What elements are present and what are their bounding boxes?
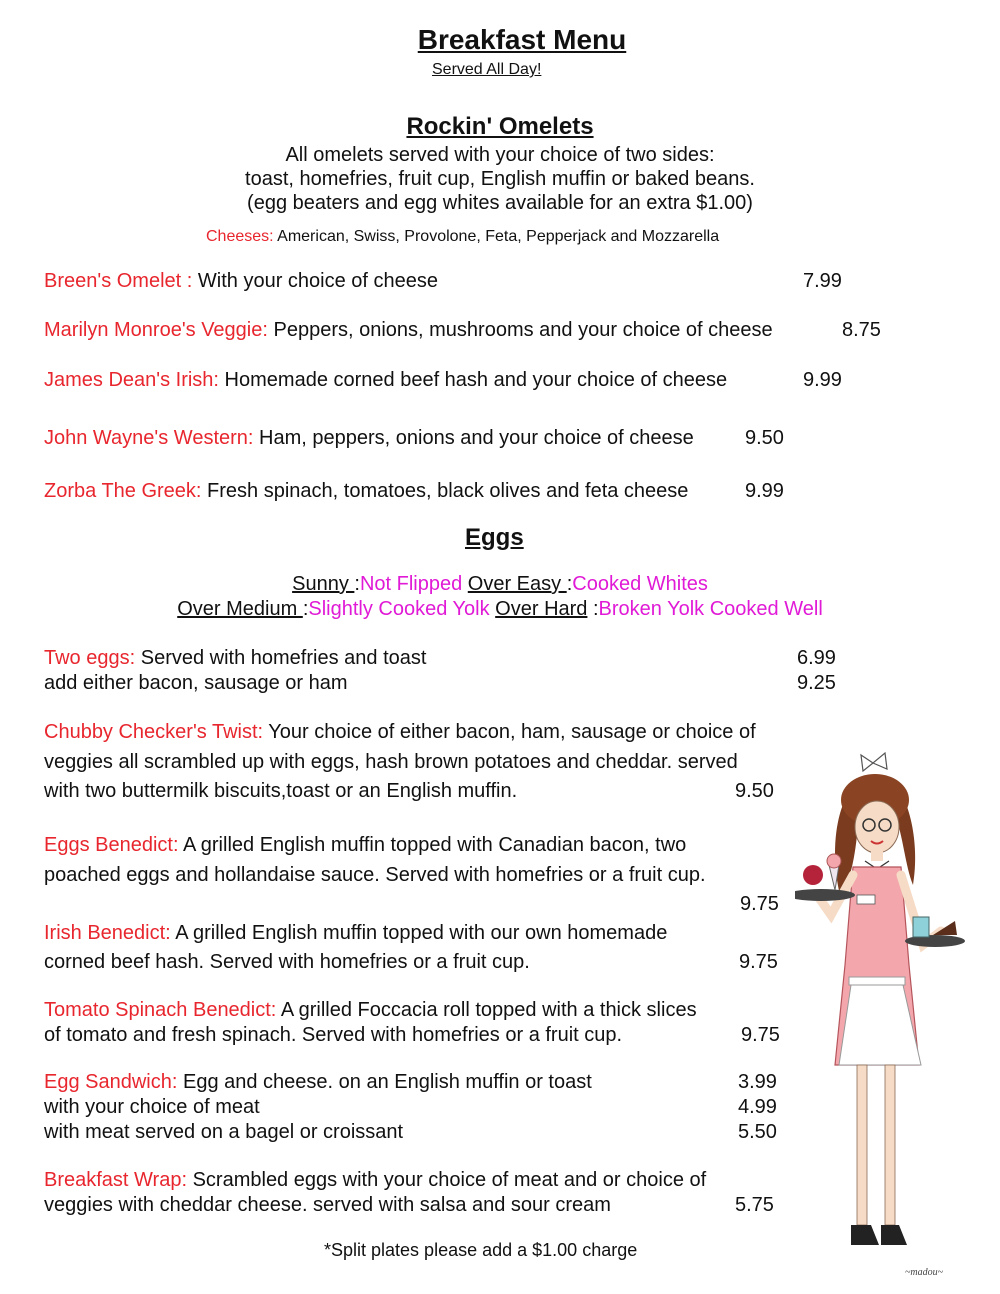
egg-style-desc: Not Flipped: [359, 573, 463, 595]
item-price: 4.99: [738, 1096, 777, 1118]
omelet-item: [44, 427, 694, 450]
waitress-illustration: [795, 745, 965, 1290]
egg-item: [44, 922, 667, 945]
item-name: Marilyn Monroe's Veggie:: [44, 319, 268, 341]
egg-item: [44, 647, 426, 670]
item-price: 9.75: [740, 893, 779, 915]
egg-style-desc: Slightly Cooked Yolk: [308, 598, 490, 620]
item-name: Breen's Omelet :: [44, 270, 198, 292]
egg-style-desc: Cooked Whites: [572, 573, 708, 595]
item-desc: Your choice of either bacon, ham, sausage or choice of: [263, 721, 756, 743]
item-price: 9.75: [739, 951, 778, 973]
item-name: Egg Sandwich:: [44, 1071, 178, 1093]
omelets-intro-line: toast, homefries, fruit cup, English muffin or baked beans.: [245, 168, 755, 190]
item-desc-line: corned beef hash. Served with homefries or a fruit cup.: [44, 951, 530, 973]
item-desc-line: with your choice of meat: [44, 1096, 260, 1118]
omelets-intro-line: All omelets served with your choice of two sides:: [285, 144, 715, 166]
egg-item: [44, 721, 756, 744]
item-desc-line: with meat served on a bagel or croissant: [44, 1121, 404, 1143]
item-desc: A grilled Foccacia roll topped with a thick slices: [276, 999, 697, 1021]
egg-style-term: Sunny: [292, 573, 355, 595]
item-price: 8.75: [842, 319, 881, 341]
item-addon: add either bacon, sausage or ham: [44, 672, 348, 694]
egg-styles-line: Over Medium :Slightly Cooked Yolk Over Hard :Broken Yolk Cooked Well: [177, 598, 823, 620]
page-subtitle: Served All Day!: [432, 61, 542, 78]
egg-item: [44, 999, 697, 1022]
muffin-icon: [803, 865, 823, 885]
item-desc-line: with two buttermilk biscuits,toast or an English muffin.: [44, 780, 518, 802]
item-price: 9.50: [745, 427, 784, 449]
item-name: Two eggs:: [44, 647, 136, 669]
eggs-heading: Eggs: [465, 524, 524, 551]
item-desc: Served with homefries and toast: [135, 647, 427, 669]
menu-header: [0, 24, 1000, 56]
item-desc-line: poached eggs and hollandaise sauce. Served with homefries or a fruit cup.: [44, 864, 706, 886]
item-name: Irish Benedict:: [44, 922, 171, 944]
item-price: 7.99: [803, 270, 842, 292]
item-desc-line: veggies with cheddar cheese. served with salsa and sour cream: [44, 1194, 611, 1216]
item-desc: With your choice of cheese: [197, 270, 439, 292]
item-name: Eggs Benedict:: [44, 834, 179, 856]
item-name: Tomato Spinach Benedict:: [44, 999, 277, 1021]
svg-text:~madou~: ~madou~: [905, 1267, 944, 1278]
omelet-item: [44, 369, 727, 392]
item-price: 9.99: [803, 369, 842, 391]
item-name: Breakfast Wrap:: [44, 1169, 188, 1191]
item-price: 9.50: [735, 780, 774, 802]
item-price: 6.99: [797, 647, 836, 669]
cheeses-line: [206, 228, 719, 246]
cheeses-label: Cheeses:: [206, 228, 274, 245]
egg-item: [44, 1071, 592, 1094]
item-price: 9.75: [741, 1024, 780, 1046]
egg-item: [44, 1169, 706, 1192]
item-price: 3.99: [738, 1071, 777, 1093]
omelets-intro-line: (egg beaters and egg whites available for an extra $1.00): [247, 192, 753, 214]
item-desc: A grilled English muffin topped with our own homemade: [170, 922, 668, 944]
item-price: 5.75: [735, 1194, 774, 1216]
item-desc: Egg and cheese. on an English muffin or toast: [177, 1071, 592, 1093]
item-desc: Homemade corned beef hash and your choice of cheese: [219, 369, 728, 391]
omelet-item: [44, 319, 773, 342]
egg-item: [44, 834, 686, 857]
omelet-item: [44, 480, 688, 503]
item-name: James Dean's Irish:: [44, 369, 219, 391]
egg-style-term: Over Medium: [177, 598, 303, 620]
item-desc-line: of tomato and fresh spinach. Served with homefries or a fruit cup.: [44, 1024, 623, 1046]
page-title: Breakfast Menu: [417, 24, 627, 55]
footer-note: *Split plates please add a $1.00 charge: [324, 1240, 638, 1260]
item-desc: Fresh spinach, tomatoes, black olives and feta cheese: [201, 480, 689, 502]
item-name: Chubby Checker's Twist:: [44, 721, 264, 743]
item-desc: Peppers, onions, mushrooms and your choice of cheese: [267, 319, 773, 341]
mug-icon: [913, 917, 929, 937]
item-name: Zorba The Greek:: [44, 480, 202, 502]
omelet-item: [44, 270, 438, 293]
item-price: 9.99: [745, 480, 784, 502]
egg-styles-line: Sunny :Not Flipped Over Easy :Cooked Whites: [292, 573, 708, 595]
item-name: John Wayne's Western:: [44, 427, 254, 449]
egg-style-desc: Broken Yolk Cooked Well: [598, 598, 823, 620]
item-price: 5.50: [738, 1121, 777, 1143]
item-desc: Scrambled eggs with your choice of meat and or choice of: [187, 1169, 707, 1191]
egg-style-term: Over Hard: [495, 598, 588, 620]
omelets-heading: Rockin' Omelets: [406, 113, 594, 140]
item-desc: A grilled English muffin topped with Canadian bacon, two: [178, 834, 687, 856]
item-price: 9.25: [797, 672, 836, 694]
item-desc-line: veggies all scrambled up with eggs, hash brown potatoes and cheddar. served: [44, 751, 738, 773]
cheeses-list: American, Swiss, Provolone, Feta, Pepperjack and Mozzarella: [277, 228, 720, 245]
item-desc: Ham, peppers, onions and your choice of cheese: [253, 427, 694, 449]
cake-icon: [933, 921, 957, 935]
egg-style-term: Over Easy: [467, 573, 567, 595]
